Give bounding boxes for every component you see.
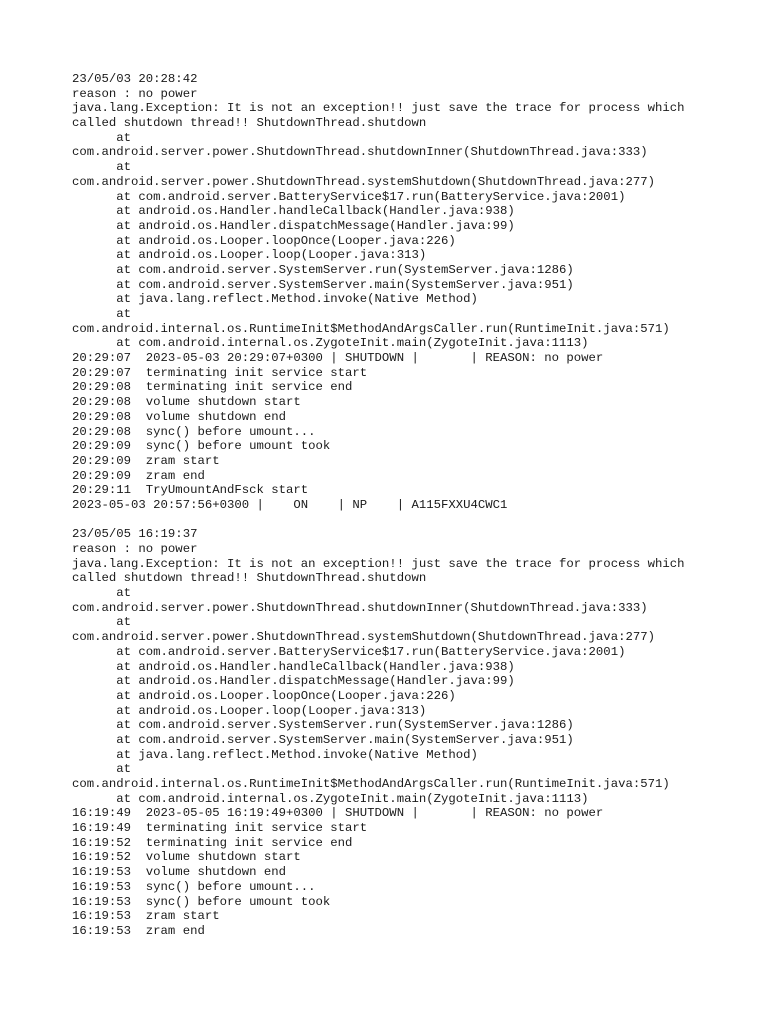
log-line: at android.os.Looper.loop(Looper.java:313) xyxy=(72,703,427,718)
log-entry-block xyxy=(72,72,712,513)
shutdown-log-document xyxy=(72,72,712,939)
log-line: at com.android.internal.os.ZygoteInit.main(ZygoteInit.java:1113) xyxy=(72,336,589,351)
log-line: 20:29:11 TryUmountAndFsck start xyxy=(72,483,309,498)
log-line: com.android.internal.os.RuntimeInit$MethodAndArgsCaller.run(RuntimeInit.java:571) xyxy=(72,777,670,791)
log-line: 2023-05-03 20:57:56+0300 | ON | NP | A115FXXU4CWC1 xyxy=(72,497,508,512)
log-line: 16:19:52 terminating init service end xyxy=(72,835,353,850)
log-line: at com.android.server.BatteryService$17.run(BatteryService.java:2001) xyxy=(72,189,626,204)
log-line: 20:29:08 volume shutdown end xyxy=(72,409,287,424)
log-line: 16:19:53 sync() before umount... xyxy=(72,879,316,894)
log-line: com.android.server.power.ShutdownThread.systemShutdown(ShutdownThread.java:277) xyxy=(72,174,655,189)
log-line: 20:29:07 terminating init service start xyxy=(72,365,368,380)
log-line: at android.os.Handler.handleCallback(Handler.java:938) xyxy=(72,659,515,674)
log-line: 23/05/03 20:28:42 xyxy=(72,72,198,86)
log-line: 20:29:08 terminating init service end xyxy=(72,380,353,395)
log-line: java.lang.Exception: It is not an exception!! just save the trace for process which xyxy=(72,556,685,571)
log-line: 23/05/05 16:19:37 xyxy=(72,527,198,542)
log-line: at android.os.Handler.dispatchMessage(Handler.java:99) xyxy=(72,674,515,689)
log-line: at xyxy=(72,160,132,175)
log-line: called shutdown thread!! ShutdownThread.shutdown xyxy=(72,116,427,131)
block-separator xyxy=(72,513,712,528)
log-line: 20:29:08 volume shutdown start xyxy=(72,395,301,410)
log-line: at xyxy=(72,307,132,321)
log-line: at xyxy=(72,586,132,601)
log-line: java.lang.Exception: It is not an exception!! just save the trace for process which xyxy=(72,101,685,116)
log-line: 16:19:53 zram start xyxy=(72,909,220,924)
log-line: at xyxy=(72,615,132,630)
log-line: 16:19:53 sync() before umount took xyxy=(72,894,331,909)
log-line: at java.lang.reflect.Method.invoke(Native Method) xyxy=(72,747,478,762)
log-line: com.android.server.power.ShutdownThread.systemShutdown(ShutdownThread.java:277) xyxy=(72,630,655,645)
log-line: at xyxy=(72,762,132,777)
log-line: com.android.internal.os.RuntimeInit$MethodAndArgsCaller.run(RuntimeInit.java:571) xyxy=(72,321,670,336)
log-line: reason : no power xyxy=(72,542,198,556)
log-line: at android.os.Looper.loopOnce(Looper.java:226) xyxy=(72,233,456,248)
log-line: com.android.server.power.ShutdownThread.shutdownInner(ShutdownThread.java:333) xyxy=(72,600,648,615)
log-line: at com.android.server.SystemServer.run(SystemServer.java:1286) xyxy=(72,718,574,733)
log-line: at com.android.server.SystemServer.main(SystemServer.java:951) xyxy=(72,277,574,292)
log-line: 20:29:08 sync() before umount... xyxy=(72,424,316,439)
log-line: at com.android.server.SystemServer.run(SystemServer.java:1286) xyxy=(72,262,574,277)
log-line: at xyxy=(72,130,132,145)
log-line: 16:19:49 2023-05-05 16:19:49+0300 | SHUTDOWN | | REASON: no power xyxy=(72,806,604,821)
log-line: called shutdown thread!! ShutdownThread.shutdown xyxy=(72,571,427,586)
log-line: at android.os.Handler.dispatchMessage(Handler.java:99) xyxy=(72,218,515,233)
log-line: com.android.server.power.ShutdownThread.shutdownInner(ShutdownThread.java:333) xyxy=(72,145,648,160)
log-line: at com.android.server.BatteryService$17.run(BatteryService.java:2001) xyxy=(72,644,626,659)
log-line: 20:29:09 zram start xyxy=(72,453,220,468)
log-line: at android.os.Handler.handleCallback(Handler.java:938) xyxy=(72,204,515,219)
log-entry-block xyxy=(72,527,712,938)
log-line: at android.os.Looper.loopOnce(Looper.java:226) xyxy=(72,688,456,703)
log-line: at android.os.Looper.loop(Looper.java:313) xyxy=(72,248,427,263)
log-line: 16:19:49 terminating init service start xyxy=(72,821,368,836)
log-line: reason : no power xyxy=(72,86,198,101)
log-line: 20:29:07 2023-05-03 20:29:07+0300 | SHUTDOWN | | REASON: no power xyxy=(72,351,604,366)
log-line: 16:19:52 volume shutdown start xyxy=(72,850,301,865)
log-line: at java.lang.reflect.Method.invoke(Native Method) xyxy=(72,292,478,307)
log-line: 16:19:53 volume shutdown end xyxy=(72,865,287,880)
log-line: 20:29:09 sync() before umount took xyxy=(72,439,331,454)
log-line: at com.android.internal.os.ZygoteInit.main(ZygoteInit.java:1113) xyxy=(72,791,589,806)
log-line: at com.android.server.SystemServer.main(SystemServer.java:951) xyxy=(72,732,574,747)
log-line: 16:19:53 zram end xyxy=(72,923,205,938)
log-line: 20:29:09 zram end xyxy=(72,468,205,483)
